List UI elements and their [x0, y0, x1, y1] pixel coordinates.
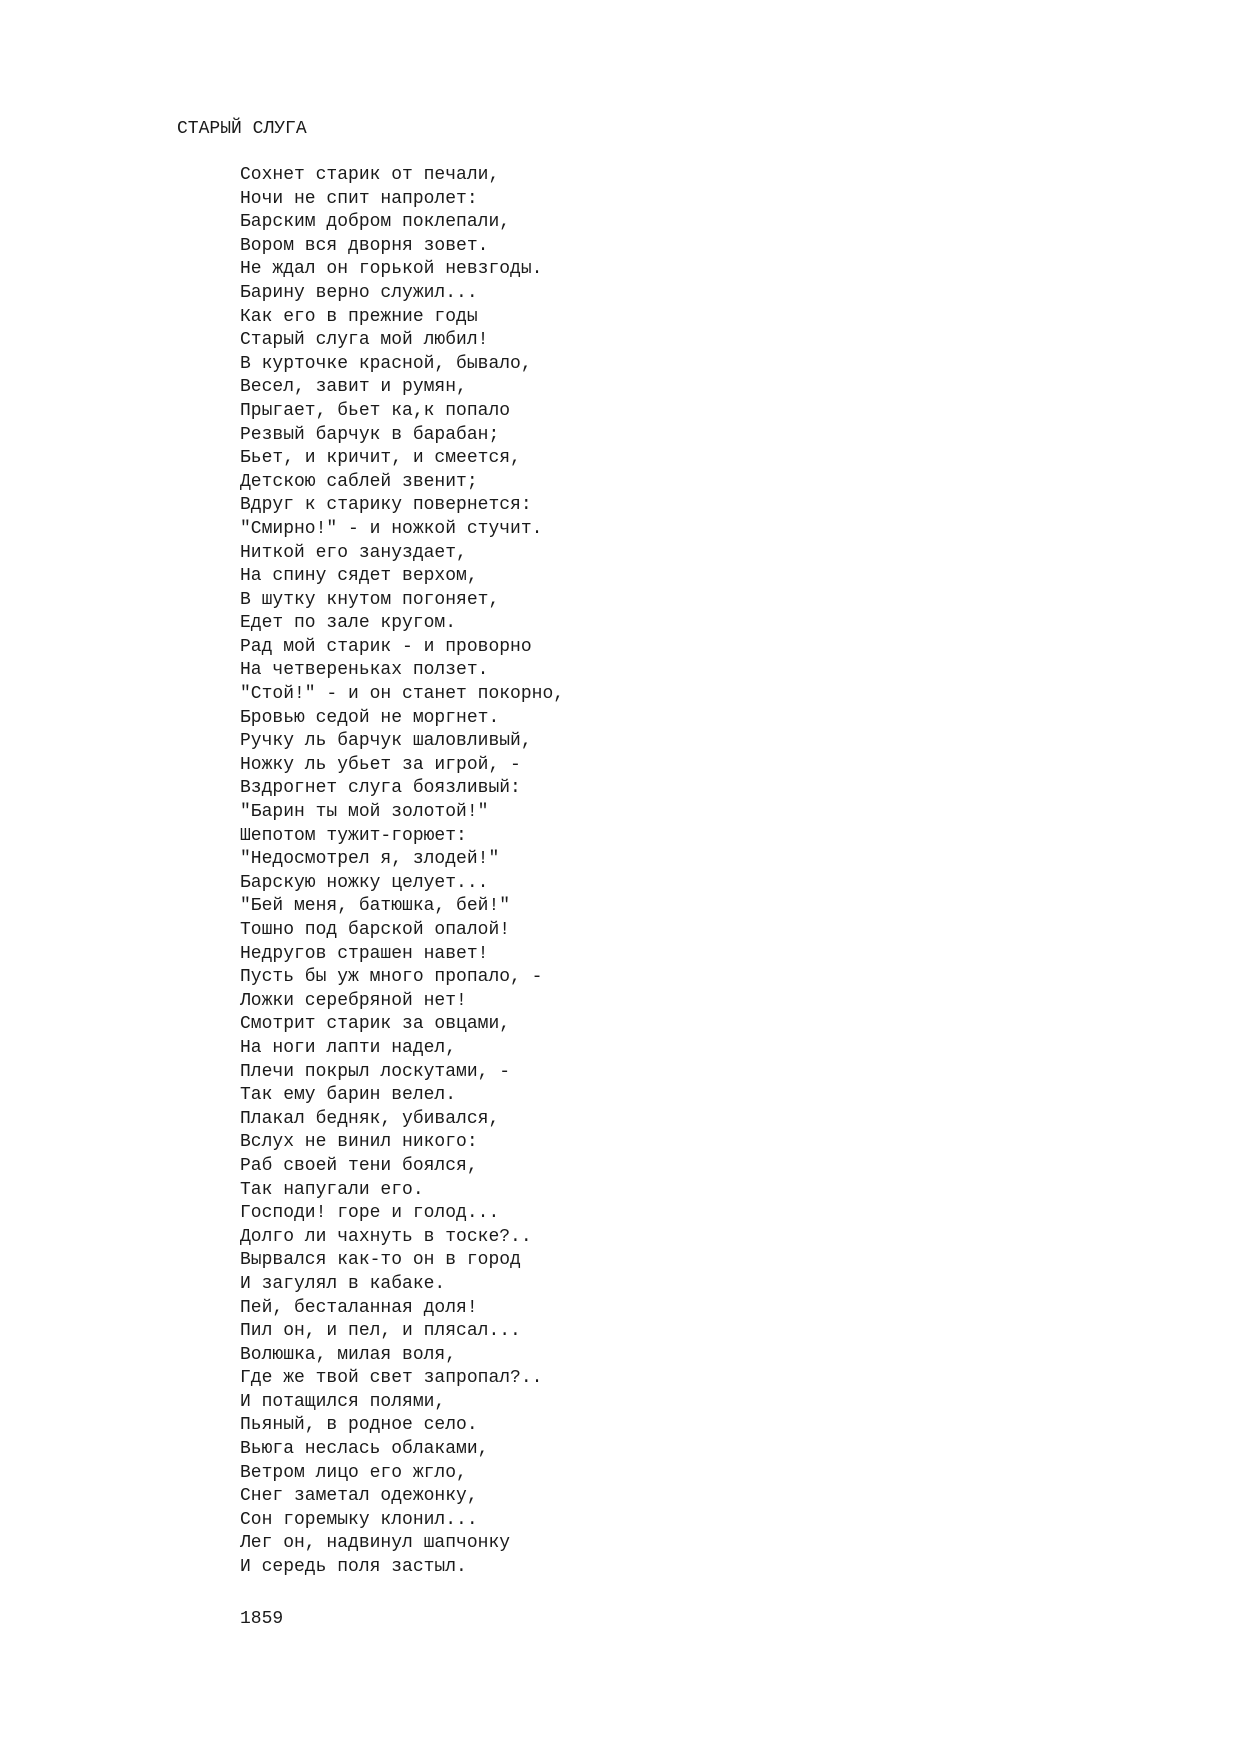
- poem-line: Вьюга неслась облаками,: [240, 1439, 489, 1460]
- poem-line: И потащился полями,: [240, 1391, 446, 1412]
- poem-line: Плакал бедняк, убивался,: [240, 1108, 500, 1129]
- poem-line: Где же твой свет запропал?..: [240, 1368, 543, 1389]
- poem-line: В курточке красной, бывало,: [240, 353, 532, 374]
- poem-line: Господи! горе и голод...: [240, 1203, 500, 1224]
- poem-line: Пил он, и пел, и плясал...: [240, 1321, 521, 1342]
- poem-line: "Барин ты мой золотой!": [240, 802, 489, 823]
- poem-title: СТАРЫЙ СЛУГА: [177, 119, 307, 139]
- poem-line: Вздрогнет слуга боязливый:: [240, 778, 521, 799]
- poem-line: Ручку ль барчук шаловливый,: [240, 731, 532, 752]
- poem-line: На ноги лапти надел,: [240, 1037, 457, 1058]
- poem-line: Пей, бесталанная доля!: [240, 1297, 478, 1318]
- poem-line: "Стой!" - и он станет покорно,: [240, 684, 565, 705]
- poem-body: [240, 164, 564, 1580]
- poem-line: Ночи не спит напролет:: [240, 188, 478, 209]
- poem-line: Пьяный, в родное село.: [240, 1415, 478, 1436]
- poem-line: Сохнет старик от печали,: [240, 165, 500, 185]
- poem-line: Прыгает, бьет ка,к попало: [240, 400, 511, 421]
- poem-line: Вслух не винил никого:: [240, 1132, 478, 1153]
- poem-line: Ветром лицо его жгло,: [240, 1462, 467, 1483]
- poem-line: Барскую ножку целует...: [240, 872, 489, 893]
- poem-line: Плечи покрыл лоскутами, -: [240, 1061, 511, 1082]
- poem-line: Рад мой старик - и проворно: [240, 636, 532, 657]
- poem-line: Раб своей тени боялся,: [240, 1155, 478, 1176]
- poem-line: Тошно под барской опалой!: [240, 920, 511, 940]
- poem-line: Так ему барин велел.: [240, 1085, 457, 1106]
- poem-line: Ножку ль убьет за игрой, -: [240, 754, 521, 775]
- poem-line: Пусть бы уж много пропало, -: [240, 967, 543, 988]
- poem-line: Едет по зале кругом.: [240, 613, 457, 634]
- poem-line: Ложки серебряной нет!: [240, 990, 467, 1011]
- poem-line: "Смирно!" - и ножкой стучит.: [240, 518, 543, 539]
- poem-line: Не ждал он горькой невзгоды.: [240, 259, 543, 280]
- poem-line: Барину верно служил...: [240, 282, 478, 303]
- poem-line: Долго ли чахнуть в тоске?..: [240, 1226, 532, 1247]
- poem-line: Волюшка, милая воля,: [240, 1344, 457, 1365]
- poem-line: Детскою саблей звенит;: [240, 471, 478, 492]
- poem-line: Лег он, надвинул шапчонку: [240, 1533, 511, 1554]
- poem-line: В шутку кнутом погоняет,: [240, 589, 500, 610]
- poem-line: Бьет, и кричит, и смеется,: [240, 448, 521, 469]
- poem-line: Резвый барчук в барабан;: [240, 424, 500, 445]
- poem-line: И загулял в кабаке.: [240, 1273, 446, 1294]
- poem-line: На четвереньках ползет.: [240, 660, 489, 681]
- poem-line: Вдруг к старику повернется:: [240, 495, 532, 516]
- poem-line: И середь поля застыл.: [240, 1557, 467, 1578]
- poem-line: "Недосмотрел я, злодей!": [240, 849, 500, 870]
- poem-line: Шепотом тужит-горюет:: [240, 825, 467, 846]
- poem-year: 1859: [240, 1609, 284, 1629]
- poem-line: Вырвался как-то он в город: [240, 1250, 521, 1271]
- poem-line: Сон горемыку клонил...: [240, 1509, 478, 1530]
- poem-line: Как его в прежние годы: [240, 306, 478, 327]
- poem-line: Барским добром поклепали,: [240, 212, 511, 233]
- poem-line: Вором вся дворня зовет.: [240, 235, 489, 256]
- poem-line: Так напугали его.: [240, 1179, 424, 1200]
- poem-line: "Бей меня, батюшка, бей!": [240, 896, 511, 917]
- poem-line: Весел, завит и румян,: [240, 377, 467, 398]
- poem-line: Старый слуга мой любил!: [240, 330, 489, 351]
- poem-line: Смотрит старик за овцами,: [240, 1014, 511, 1035]
- poem-line: Ниткой его зануздает,: [240, 542, 467, 563]
- poem-line: Недругов страшен навет!: [240, 943, 489, 964]
- poem-line: На спину сядет верхом,: [240, 566, 478, 587]
- poem-line: Снег заметал одежонку,: [240, 1486, 478, 1507]
- poem-line: Бровью седой не моргнет.: [240, 707, 500, 728]
